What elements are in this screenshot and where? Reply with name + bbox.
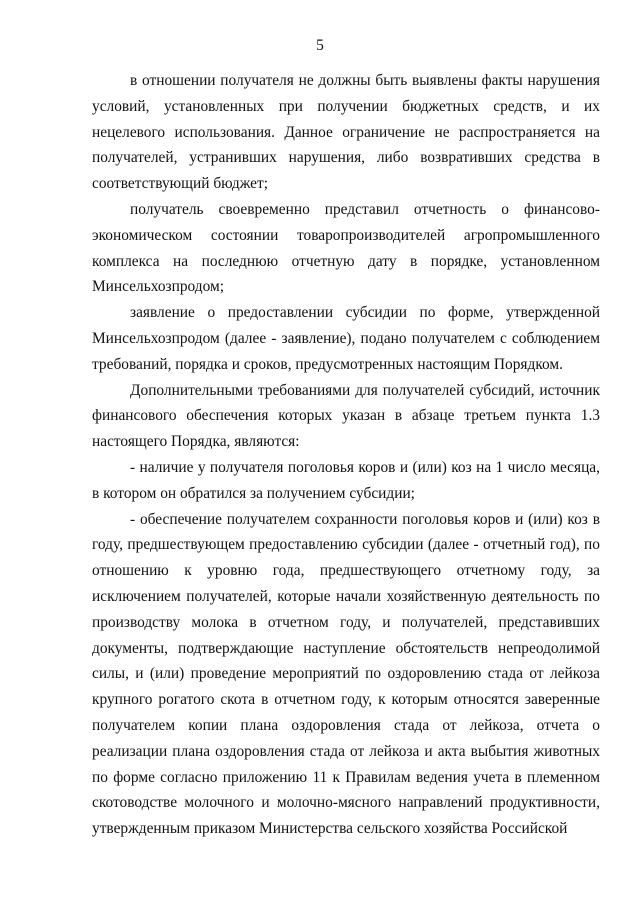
paragraph: - наличие у получателя поголовья коров и (или) коз на 1 число месяца, в котором он обратился за получением субсидии; [92,458,600,502]
paragraph: заявление о предоставлении субсидии по форме, утвержденной Минсельхозпродом (далее - заявление), подано получателем с соблюдением требований, порядка и сроков, предусмотренных настоящим Порядком. [92,304,600,373]
page-number: 5 [316,37,324,54]
paragraph: получатель своевременно представил отчетность о финансово-экономическом состоянии товаропроизводителей агропромышленного комплекса на последнюю отчетную дату в порядке, установленном Минсельхозпродом; [92,200,600,296]
paragraph: - обеспечение получателем сохранности поголовья коров и (или) коз в году, предшествующем предоставлению субсидии (далее - отчетный год), по отношению к уровню года, предшествующего отчетному году, за исключением получателей, которые начали хозяйственную деятельность по производству молока в отчетном году, и получателей, представивших документы, подтверждающие наступление обстоятельств непреодолимой силы, и (или) проведение мероприятий по оздоровлению стада от лейкоза крупного рогатого скота в отчетном году, к которым относятся заверенные получателем копии плана оздоровления стада от лейкоза, отчета о реализации плана оздоровления стада от лейкоза и акта выбытия животных по форме согласно приложению 11 к Правилам ведения учета в племенном скотоводстве молочного и молочно-мясного направлений продуктивности, утвержденным приказом Министерства сельского хозяйства Российской [92,510,600,838]
paragraph: в отношении получателя не должны быть выявлены факты нарушения условий, установленных при получении бюджетных средств, и их нецелевого использования. Данное ограничение не распространяется на получателей, устранивших нарушения, либо возвративших средства в соответствующий бюджет; [92,72,600,193]
document-body [92,68,600,842]
paragraph: Дополнительными требованиями для получателей субсидий, источник финансового обеспечения которых указан в абзаце третьем пункта 1.3 настоящего Порядка, являются: [92,381,600,451]
